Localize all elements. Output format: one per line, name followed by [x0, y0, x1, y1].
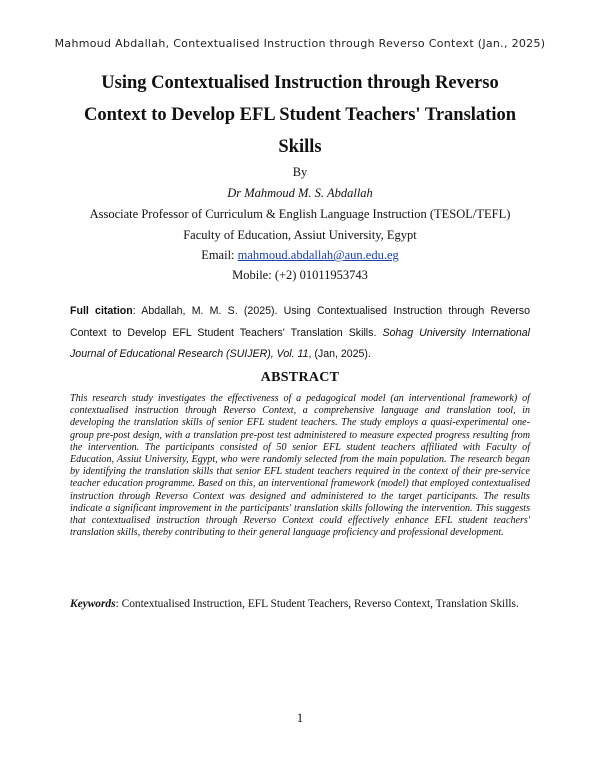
author-name: Dr Mahmoud M. S. Abdallah [227, 186, 373, 200]
mobile-line: Mobile: (+2) 01011953743 [232, 268, 368, 282]
author-position: Associate Professor of Curriculum & English Language Instruction (TESOL/TEFL) [89, 207, 511, 221]
by-line: By [292, 165, 308, 179]
keywords-label: Keywords [70, 598, 116, 610]
abstract-heading: ABSTRACT [260, 370, 340, 385]
keywords-separator: : [115, 598, 122, 610]
email-link[interactable]: mahmoud.abdallah@aun.edu.eg [237, 248, 399, 262]
email-label: Email: [201, 248, 238, 262]
citation-label: Full citation [70, 305, 133, 317]
full-citation [70, 301, 530, 366]
page-number: 1 [296, 711, 304, 725]
abstract-body: This research study investigates the effectiveness of a pedagogical model (an interventional framework) of contextualised instruction through Reverso Context, a comprehensive language and translation tool, in developing the translation skills of senior EFL student teachers. The study employs a quasi-experimental one-group pre-post design, with a translation pre-post test administered to measure expected progress resulting from the intervention. The participants consisted of 50 senior EFL student teachers affiliated with Faculty of Education, Assiut University, Egypt, who were randomly selected from the main population. The research began by identifying the translation skills that senior EFL student teachers required in the context of their pre-service teacher education programme. Based on this, an interventional framework (model) that employed contextualised instruction through Reverso Context was designed and administered to the target participants. The results indicate a significant improvement in the participants' translation skills following the intervention. This suggests that contextualised instruction through Reverso Context could effectively enhance EFL student teachers' translation skills, thereby contributing to their general language proficiency and professional development. [70, 393, 530, 539]
citation-date: , (Jan, 2025). [308, 348, 371, 360]
email-line [0, 247, 600, 263]
keywords [70, 597, 530, 611]
author-affiliation: Faculty of Education, Assiut University, Egypt [183, 228, 417, 242]
keywords-text: Contextualised Instruction, EFL Student Teachers, Reverso Context, Translation Skills. [121, 598, 519, 610]
citation-journal: Sohag University International Journal of Educational Research (SUIJER), Vol. 11 [70, 326, 530, 360]
running-head: Mahmoud Abdallah, Contextualised Instruction through Reverso Context (Jan., 2025) [54, 37, 546, 50]
citation-text: : Abdallah, M. M. S. (2025). Using Contextualised Instruction through Reverso Context to Develop EFL Student Teachers' Translation Skills. [70, 305, 530, 339]
paper-title: Using Contextualised Instruction through Reverso Context to Develop EFL Student Teachers' Translation Skills [83, 73, 517, 157]
